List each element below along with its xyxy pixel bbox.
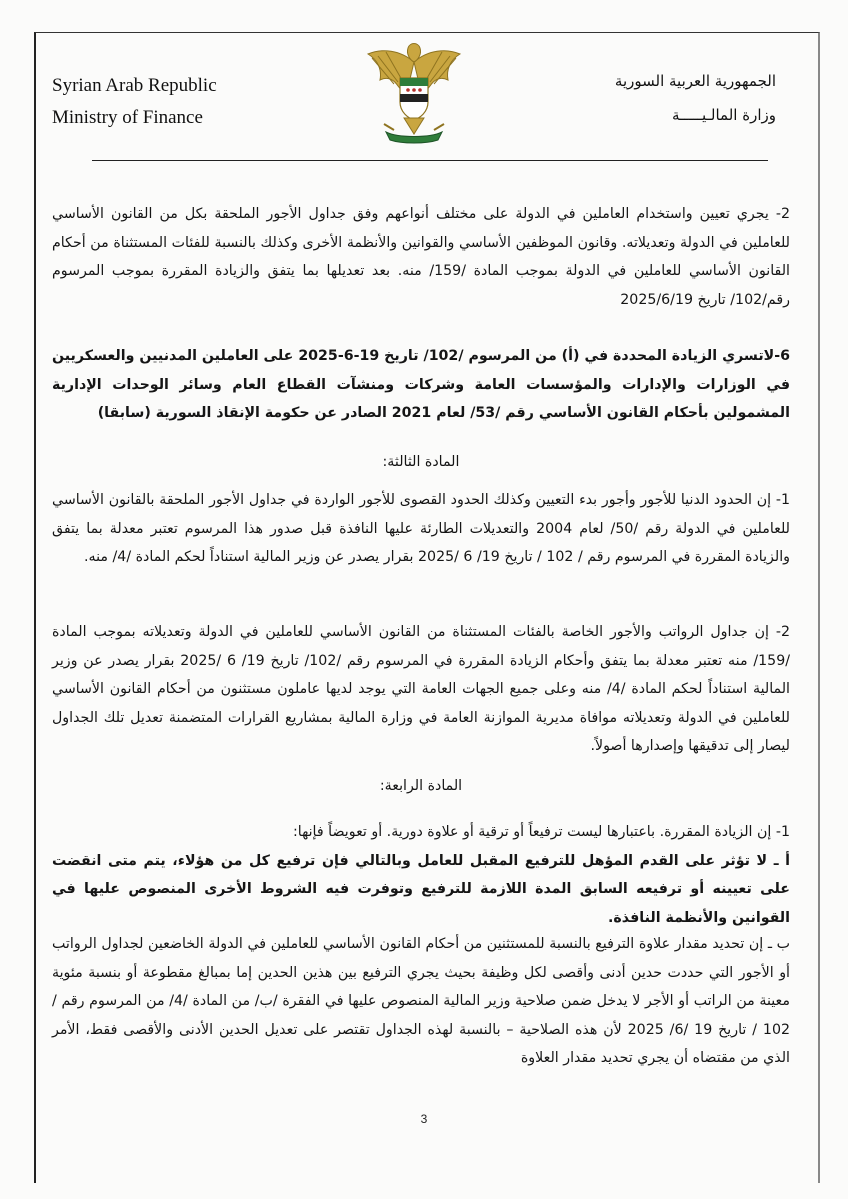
ministry-name-ar: وزارة المالـيـــــة	[671, 106, 776, 124]
country-name-en: Syrian Arab Republic	[52, 75, 217, 96]
article-4-item-1-b	[52, 930, 790, 1073]
item-6-text: 6-لاتسري الزيادة المحددة في (أ) من المرسوم /102/ تاريخ 19-6-2025 على العاملين المدنيين والعسكريين في الوزارات والإدارات والمؤسسات العامة وشركات ومنشآت القطاع العام وسائر الوحدات الإدارية المشمولين بأحكام القانون الأساسي رقم /53/ لعام 2021 الصادر عن حكومة الإنقاذ السورية (سابقا)	[52, 348, 790, 421]
article-4-item-1-b-text: ب ـ إن تحديد مقدار علاوة الترفيع بالنسبة للمستثنين من أحكام القانون الأساسي للعاملين في الدولة الخاضعين لجداول الرواتب أو الأجور التي حددت حدين أدنى وأقصى لكل وظيفة بحيث يجري الترفيع بين هذين الحدين إما بمبالغ مقطوعة أو بنسبة مئوية معينة من الراتب أو الأجر لا يدخل ضمن صلاحية وزير المالية المنصوص عليها في الفقرة /ب/ من المادة /4/ من المرسوم رقم / 102 / تاريخ 19 /6/ 2025 لأن هذه الصلاحية – بالنسبة لهذه الجداول تقتصر على تعديل الحدين الأدنى والأقصى فقط، الأمر الذي من مقتضاه أن يجري تحديد مقدار العلاوة	[52, 936, 791, 1066]
article-3-item-2-text: 2- إن جداول الرواتب والأجور الخاصة بالفئات المستثناة من القانون الأساسي للعاملين في الدولة وتعديلاته بموجب المادة /159/ منه تعتبر معدلة بما يتفق وأحكام الزيادة المقررة في المرسوم رقم /102/ تاريخ 19/ 6 /2025 بقرار يصدر عن وزير المالية استناداً لحكم المادة /4/ منه وعلى جميع الجهات العامة التي يوجد لديها عاملون مستثنون من أحكام القانون الأساسي للعاملين في الدولة وتعديلاته موافاة مديرية الموازنة العامة في وزارة المالية بمشاريع القرارات المتضمنة تعديل تلك الجداول ليصار إلى تدقيقها وإصدارها أصولاً.	[52, 624, 791, 754]
country-name-ar: الجمهورية العربية السورية	[614, 72, 776, 90]
article-3-item-1-text: 1- إن الحدود الدنيا للأجور وأجور بدء التعيين وكذلك الحدود القصوى للأجور الواردة في جداول الأجور الملحقة بالقانون الأساسي للعاملين في الدولة رقم /50/ لعام 2004 والتعديلات الطارئة عليها النافذة قبل صدور هذا المرسوم تعتبر معدلة بما يتفق والزيادة المقررة في المرسوم رقم / 102 / تاريخ 19/ 6 /2025 بقرار يصدر عن وزير المالية استناداً لحكم المادة /4/ منه.	[52, 492, 791, 565]
header-divider	[92, 160, 768, 161]
article-4-item-1-text: 1- إن الزيادة المقررة. باعتبارها ليست ترفيعاً أو ترقية أو علاوة دورية. أو تعويضاً فإنها:	[292, 824, 790, 840]
item-2-paragraph	[52, 200, 790, 314]
english-letterhead	[52, 70, 272, 134]
ministry-name-en: Ministry of Finance	[52, 107, 203, 128]
article-4-item-1-a-text: أ ـ لا تؤثر على القدم المؤهل للترفيع المقبل للعامل وبالتالي فإن ترفيع كل من هؤلاء، يتم متى انقضت على تعيينه أو ترفيعه السابق المدة اللازمة للترفيع وتوفرت فيه الشروط الأخرى المنصوص عليها في القوانين والأنظمة النافذة.	[52, 852, 790, 926]
article-3-item-1	[52, 486, 790, 572]
item-6-paragraph	[52, 342, 790, 428]
article-3-item-2	[52, 618, 790, 761]
syrian-eagle-emblem-icon	[364, 40, 464, 150]
page-number: 3	[420, 1112, 428, 1126]
item-2-text: 2- يجري تعيين واستخدام العاملين في الدولة على مختلف أنواعهم وفق جداول الأجور الملحقة بكل من القانون الأساسي للعاملين في الدولة وتعديلاته. وقانون الموظفين الأساسي والقوانين والأنظمة الأخرى وكذلك بالنسبة للفئات المستثناة من أحكام القانون الأساسي للعاملين في الدولة بموجب المادة /159/ منه. بعد تعديلها بما يتفق والزيادة المقررة بموجب المرسوم رقم/102/ تاريخ 2025/6/19	[52, 206, 791, 308]
article-3-title: المادة الثالثة:	[382, 454, 460, 470]
arabic-letterhead	[516, 64, 776, 132]
article-4-heading	[52, 772, 790, 801]
article-4-item-1	[52, 818, 790, 932]
article-4-title: المادة الرابعة:	[379, 778, 463, 794]
article-3-heading	[52, 448, 790, 477]
